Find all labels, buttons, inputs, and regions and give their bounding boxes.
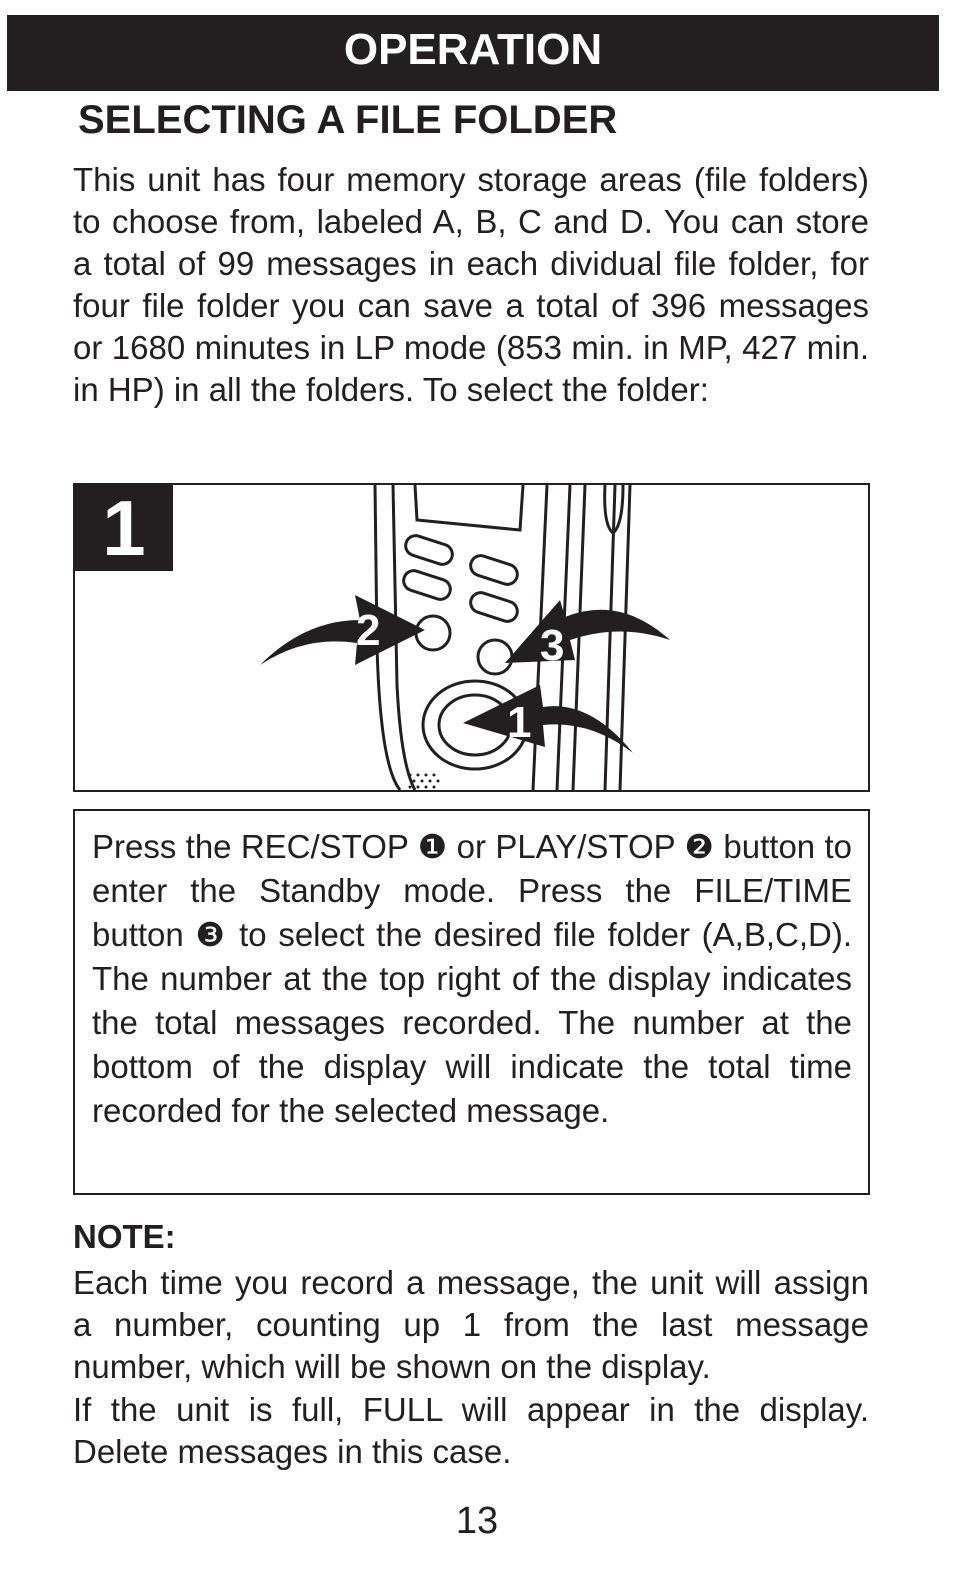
button-oval-1 [403, 533, 455, 567]
button-oval-4 [468, 590, 520, 624]
intro-paragraph: This unit has four memory storage areas (file folders) to choose from, labeled A, B, C and D. You can store a total of 99 messages in each dividual file folder, for four file folder you can save a total of 396 messages or 1680 minutes in LP mode (853 min. in MP, 427 min. in HP) in all the folders. To select the folder: [73, 161, 869, 408]
callout-1: 1 [507, 698, 532, 747]
header-title: OPERATION [343, 25, 603, 74]
button-oval-3 [401, 568, 453, 602]
arrow-2 [260, 595, 425, 665]
page-number: 13 [455, 1500, 499, 1542]
section-title: SELECTING A FILE FOLDER [78, 98, 618, 142]
note-text-2: If the unit is full, FULL will appear in the display. Delete messages in this case. [73, 1391, 869, 1470]
device-illustration [73, 483, 870, 792]
play-stop-button [416, 616, 450, 650]
callout-3: 3 [540, 621, 565, 670]
page-header [7, 15, 939, 91]
button-oval-2 [468, 553, 520, 587]
instruction-box [73, 809, 870, 1195]
file-time-button [478, 640, 512, 674]
instruction-text: Press the REC/STOP ❶ or PLAY/STOP ❷ button to enter the Standby mode. Press the FILE/TIME button ❸ to select the desired file folder (A,B,C,D). The number at the top right of the display indicates the total messages recorded. The number at the bottom of the display will indicate the total time recorded for the selected message. [92, 828, 852, 1129]
arrow-3 [505, 600, 670, 663]
callout-2: 2 [356, 606, 381, 655]
recorder-drawing [75, 485, 868, 790]
note-label: NOTE: [73, 1218, 176, 1255]
step-number-badge: 1 [75, 485, 173, 571]
device-display [415, 485, 523, 530]
note-text-1: Each time you record a message, the unit will assign a number, counting up 1 from the last message number, which will be shown on the display. [73, 1264, 869, 1385]
